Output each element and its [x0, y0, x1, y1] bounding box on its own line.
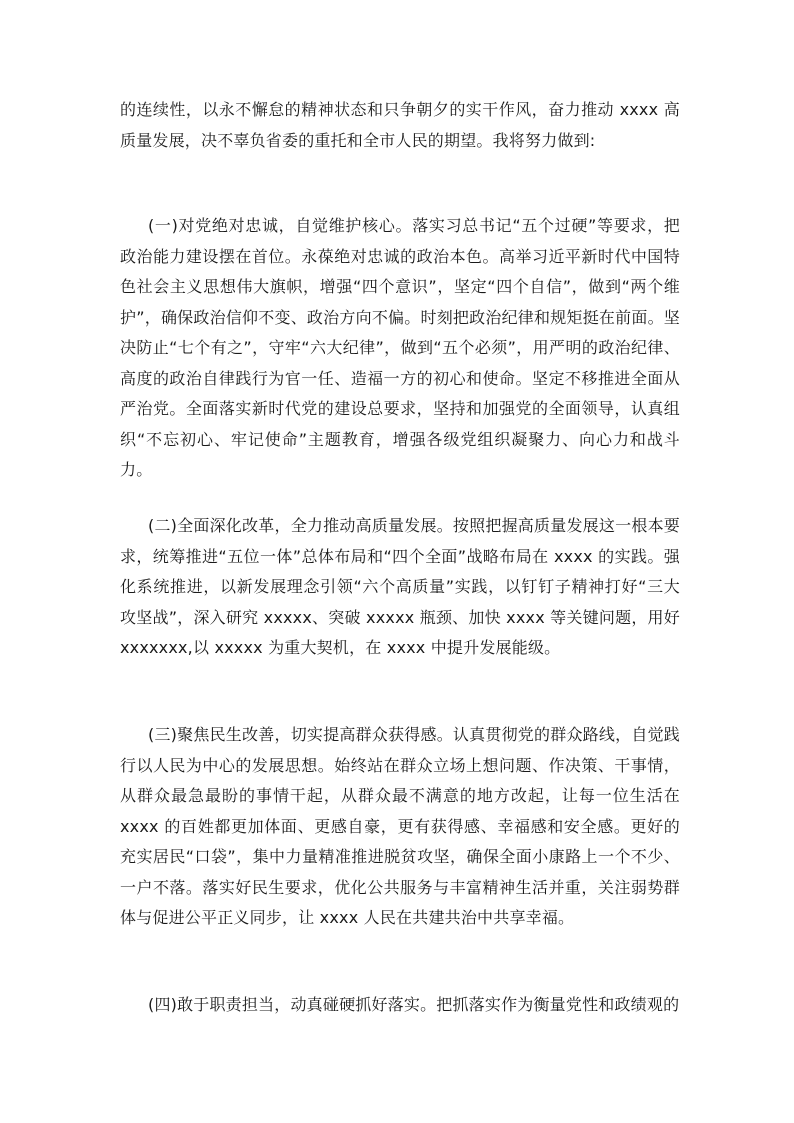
paragraph-section-1: (一)对党绝对忠诚，自觉维护核心。落实习总书记“五个过硬”等要求，把政治能力建设摆在首位。永葆绝对忠诚的政治本色。高举习近平新时代中国特色社会主义思想伟大旗帜，增强“四个意识”，坚定“四个自信”，做到“两个维护”，确保政治信仰不变、政治方向不偏。时刻把政治纪律和规矩挺在前面。坚决防止“七个有之”，守牢“六大纪律”，做到“五个必须”，用严明的政治纪律、高度的政治自律践行为官一任、造福一方的初心和使命。坚定不移推进全面从严治党。全面落实新时代党的建设总要求，坚持和加强党的全面领导，认真组织“不忘初心、牢记使命”主题教育，增强各级党组织凝聚力、向心力和战斗力。 — [120, 216, 680, 479]
paragraph-section-2: (二)全面深化改革，全力推动高质量发展。按照把握高质量发展这一根本要求，统筹推进“五位一体”总体布局和“四个全面”战略布局在 xxxx 的实践。强化系统推进，以新发展理念引领“六个高质量”实践，以钉钉子精神打好“三大攻坚战”，深入研究 xxxxx、突破 xxxxx 瓶颈、加快 xxxx 等关键问题，用好 xxxxxxx,以 xxxxx 为重大契机，在 xxxx 中提升发展能级。 — [120, 516, 680, 657]
paragraph-continuation: 的连续性，以永不懈怠的精神状态和只争朝夕的实干作风，奋力推动 xxxx 高质量发展，决不辜负省委的重托和全市人民的期望。我将努力做到: — [120, 100, 680, 150]
paragraph-section-4: (四)敢于职责担当，动真碰硬抓好落实。把抓落实作为衡量党性和政绩观的 — [148, 995, 680, 1014]
paragraph-section-3: (三)聚焦民生改善，切实提高群众获得感。认真贯彻党的群众路线，自觉践行以人民为中心的发展思想。始终站在群众立场上想问题、作决策、干事情，从群众最急最盼的事情干起，从群众最不满意的地方改起，让每一位生活在 xxxx 的百姓都更加体面、更感自豪，更有获得感、幸福感和安全感。更好的充实居民“口袋”，集中力量精准推进脱贫攻坚，确保全面小康路上一个不少、一户不落。落实好民生要求，优化公共服务与丰富精神生活并重，关注弱势群体与促进公平正义同步，让 xxxx 人民在共建共治中共享幸福。 — [120, 725, 680, 927]
